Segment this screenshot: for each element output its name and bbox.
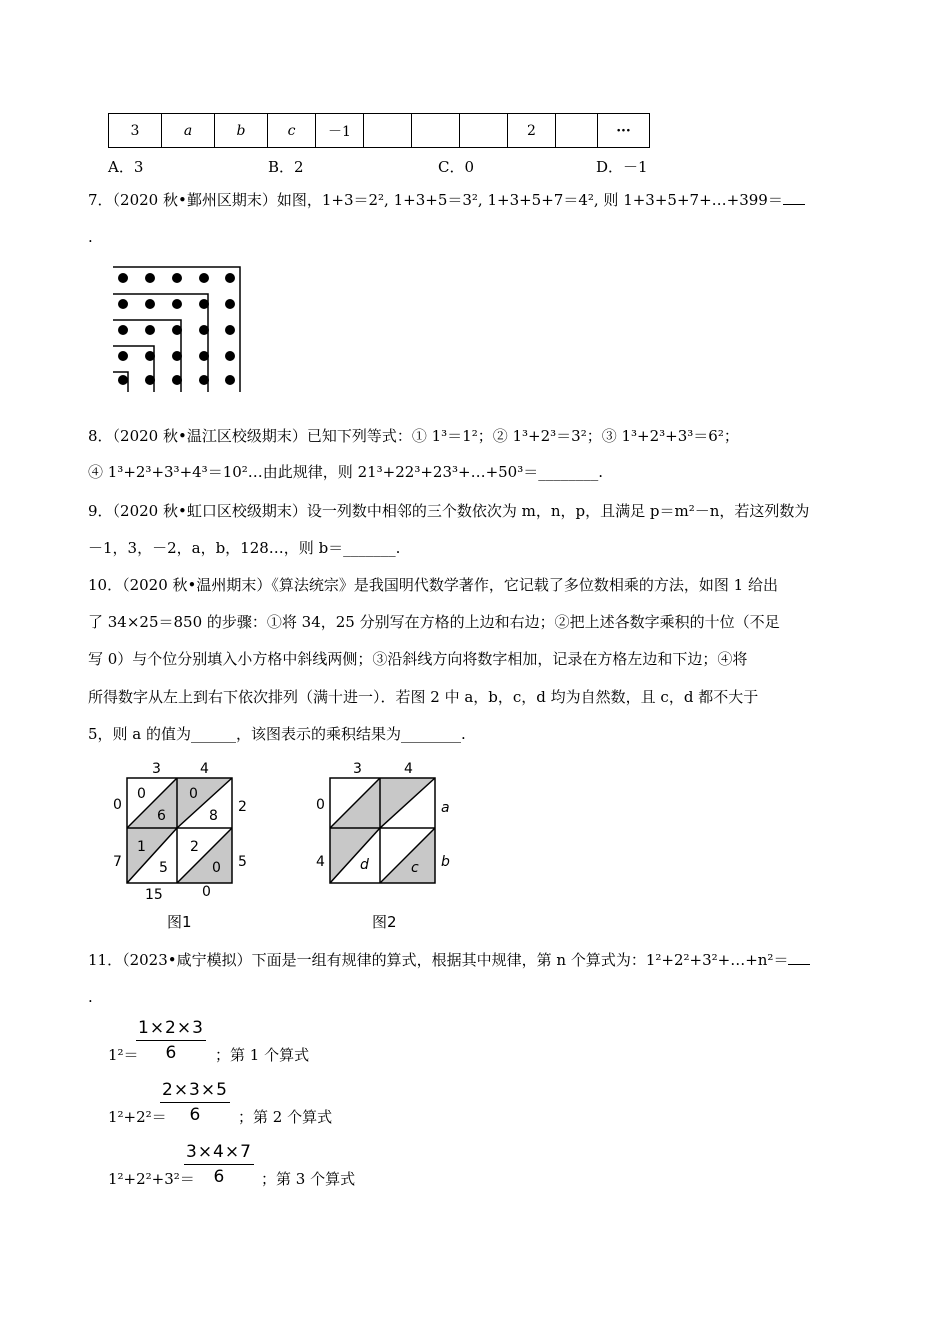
sequence-cell: －1 xyxy=(316,114,364,148)
formula-2-numerator: 2×3×5 xyxy=(160,1080,230,1103)
dot xyxy=(172,325,182,335)
sequence-cell: ··· xyxy=(598,114,650,148)
formula-2-lhs: 1²+2²＝ xyxy=(108,1108,167,1126)
fig2-cell-d: d xyxy=(360,857,369,873)
dot xyxy=(199,375,209,385)
fig1-left-1: 0 xyxy=(113,797,122,813)
formula-1-denominator: 6 xyxy=(165,1043,177,1063)
fig1-cell-7: 2 xyxy=(190,839,199,855)
fig2-cell-c: c xyxy=(411,860,419,876)
fig1-cell-4: 8 xyxy=(209,808,218,824)
dot xyxy=(199,273,209,283)
formula-3-lhs: 1²+2²+3²＝ xyxy=(108,1170,195,1188)
dot-figure xyxy=(108,262,248,394)
q7-dot: . xyxy=(88,228,93,246)
dot xyxy=(118,273,128,283)
fig1-cell-8: 0 xyxy=(212,860,221,876)
dot xyxy=(199,325,209,335)
option-b: B．2 xyxy=(268,158,304,176)
formula-1-lhs: 1²＝ xyxy=(108,1046,139,1064)
dot xyxy=(145,375,155,385)
dot xyxy=(145,351,155,361)
figure-1-caption: 图1 xyxy=(167,913,192,931)
sequence-cell: a xyxy=(162,114,215,148)
q8-line2: ④ 1³+2³+3³+4³＝10²…由此规律，则 21³+22³+23³+…+50³＝________. xyxy=(88,463,604,481)
dot xyxy=(225,351,235,361)
dot xyxy=(225,273,235,283)
figure-2-caption: 图2 xyxy=(372,913,397,931)
figure-2 xyxy=(303,758,468,888)
q10-line1: 10．（2020 秋•温州期末）《算法统宗》是我国明代数学著作，它记载了多位数相乘的方法，如图 1 给出 xyxy=(88,576,778,594)
q11-dot: . xyxy=(88,988,93,1006)
dot xyxy=(172,273,182,283)
sequence-cell: b xyxy=(215,114,268,148)
formula-1-numerator: 1×2×3 xyxy=(136,1018,206,1041)
sequence-cell xyxy=(460,114,508,148)
q7-line: 7．（2020 秋•鄞州区期末）如图，1+3＝2², 1+3+5＝3², 1+3+5+7＝4², 则 1+3+5+7+…+399＝ xyxy=(88,189,862,211)
fig1-cell-3: 0 xyxy=(189,786,198,802)
dot xyxy=(199,351,209,361)
dot xyxy=(118,325,128,335)
dot xyxy=(118,375,128,385)
dot xyxy=(118,351,128,361)
sequence-cell: c xyxy=(268,114,316,148)
q10-line3: 写 0）与个位分别填入小方格中斜线两侧；③沿斜线方向将数字相加，记录在方格左边和下边；④将 xyxy=(88,650,748,668)
q9-line2: －1，3，－2，a，b，128…，则 b＝_______. xyxy=(88,539,401,557)
q10-line5: 5，则 a 的值为______，该图表示的乘积结果为________. xyxy=(88,725,466,743)
dot xyxy=(225,375,235,385)
fig2-left-1: 0 xyxy=(316,797,325,813)
figure-1 xyxy=(100,758,260,903)
fig1-cell-6: 5 xyxy=(159,860,168,876)
formula-2-fraction xyxy=(160,1080,230,1125)
sequence-cell xyxy=(364,114,412,148)
dot xyxy=(199,299,209,309)
dot xyxy=(145,299,155,309)
formula-2-denominator: 6 xyxy=(189,1105,201,1125)
formula-1-label: ；第 1 个算式 xyxy=(215,1046,310,1064)
fig1-right-1: 2 xyxy=(238,799,247,815)
q10-line2: 了 34×25＝850 的步骤：①将 34，25 分别写在方格的上边和右边；②把上述各数字乘积的十位（不足 xyxy=(88,613,780,631)
dot xyxy=(118,299,128,309)
q8-line1: 8．（2020 秋•温江区校级期末）已知下列等式：① 1³＝1²；② 1³+2³＝3²；③ 1³+2³+3³＝6²； xyxy=(88,427,739,445)
dot xyxy=(172,375,182,385)
option-a: A．3 xyxy=(108,158,144,176)
fig2-right-1: a xyxy=(441,800,450,816)
sequence-cell: 3 xyxy=(109,114,162,148)
sequence-cell: 2 xyxy=(508,114,556,148)
formula-3-numerator: 3×4×7 xyxy=(184,1142,254,1165)
formula-2-label: ；第 2 个算式 xyxy=(238,1108,333,1126)
dot xyxy=(145,273,155,283)
fig1-bottom-1: 15 xyxy=(145,887,163,903)
formula-3-label: ；第 3 个算式 xyxy=(261,1170,356,1188)
q9-line1: 9．（2020 秋•虹口区校级期末）设一列数中相邻的三个数依次为 m，n，p，且满足 p＝m²－n，若这列数为 xyxy=(88,502,810,520)
fig2-right-2: b xyxy=(441,854,450,870)
dot xyxy=(225,299,235,309)
option-c: C．0 xyxy=(438,158,475,176)
sequence-table xyxy=(108,113,650,148)
formula-1-fraction xyxy=(136,1018,206,1063)
fig1-cell-5: 1 xyxy=(137,839,146,855)
fig1-right-2: 5 xyxy=(238,854,247,870)
fig1-cell-2: 6 xyxy=(157,808,166,824)
fig2-top-2: 4 xyxy=(404,761,413,777)
fig1-left-2: 7 xyxy=(113,854,122,870)
sequence-cell xyxy=(412,114,460,148)
fig1-top-2: 4 xyxy=(200,761,209,777)
fig2-left-2: 4 xyxy=(316,854,325,870)
q10-line4: 所得数字从左上到右下依次排列（满十进一）．若图 2 中 a，b，c，d 均为自然数，且 c，d 都不大于 xyxy=(88,688,759,706)
fig2-top-1: 3 xyxy=(353,761,362,777)
sequence-cell xyxy=(556,114,598,148)
dot xyxy=(225,325,235,335)
dot xyxy=(172,351,182,361)
formula-3-denominator: 6 xyxy=(213,1167,225,1187)
dot xyxy=(172,299,182,309)
formula-3-fraction xyxy=(184,1142,254,1187)
dot xyxy=(145,325,155,335)
fig1-top-1: 3 xyxy=(152,761,161,777)
fig1-bottom-2: 0 xyxy=(202,884,211,900)
fig1-cell-1: 0 xyxy=(137,786,146,802)
q11-line: 11．（2023•咸宁模拟）下面是一组有规律的算式，根据其中规律，第 n 个算式为：1²+2²+3²+…+n²＝ xyxy=(88,949,862,971)
option-d: D．－1 xyxy=(596,158,648,176)
